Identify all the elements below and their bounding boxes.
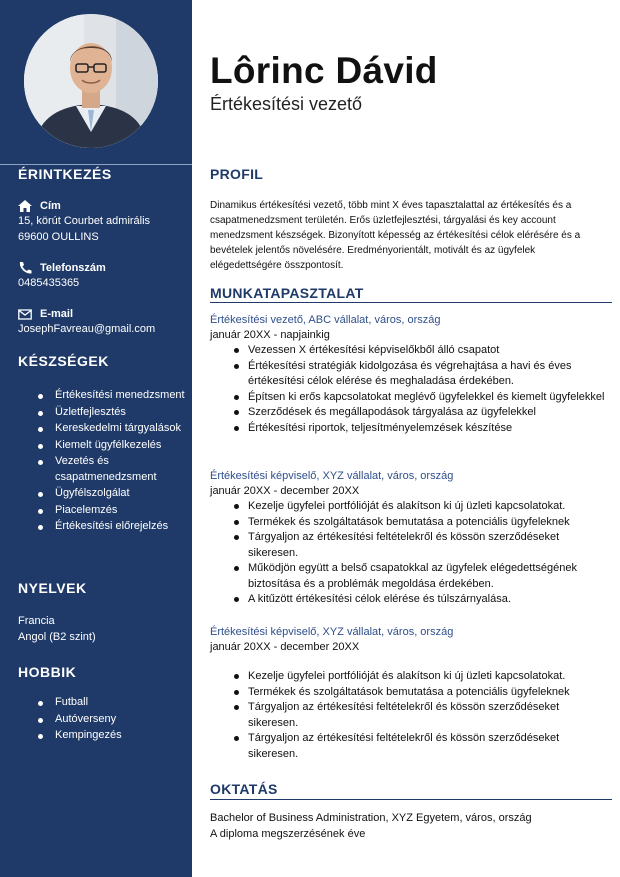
skill-item: Kiemelt ügyfélkezelés (36, 438, 186, 454)
skill-item: Értékesítési menedzsment (36, 388, 186, 404)
candidate-name: Lôrinc Dávid (210, 50, 438, 91)
address-label-text: Cím (40, 200, 61, 212)
education-heading: OKTATÁS (210, 781, 278, 797)
phone-label-text: Telefonszám (40, 262, 106, 274)
sidebar-divider (0, 164, 192, 165)
email-label-text: E-mail (40, 308, 74, 320)
job-bullet: A kitűzött értékesítési célok elérése és túlszárnyalása. (234, 592, 610, 608)
job-bullet: Értékesítési stratégiák kidolgozása és végrehajtása a havi és éves értékesítési célok elérése és meghaladása érdekében. (234, 359, 610, 390)
experience-rule (210, 302, 612, 303)
job-bullet: Termékek és szolgáltatások bemutatása a potenciális ügyfeleknek (234, 515, 610, 531)
email-value: JosephFavreau@gmail.com (18, 323, 156, 335)
experience-heading: MUNKATAPASZTALAT (210, 285, 364, 301)
job-entry (210, 625, 610, 762)
skills-heading: KÉSZSÉGEK (18, 353, 109, 369)
languages-heading: NYELVEK (18, 580, 87, 596)
hobby-item: Kempingezés (36, 728, 186, 744)
job-title: Értékesítési képviselő, XYZ vállalat, város, ország (210, 626, 454, 638)
hobbies-list (36, 695, 186, 745)
language-item: Francia (18, 615, 55, 627)
address-label (18, 200, 61, 212)
address-line-2: 69600 OULLINS (18, 231, 99, 243)
job-title: Értékesítési vezető, ABC vállalat, város, ország (210, 314, 441, 326)
skill-item: Vezetés és csapatmenedzsment (36, 454, 186, 485)
education-block (210, 810, 532, 842)
skill-item: Értékesítési előrejelzés (36, 519, 186, 535)
language-item: Angol (B2 szint) (18, 631, 96, 643)
profile-text: Dinamikus értékesítési vezető, több mint X éves tapasztalattal az értékesítés és a csapatmenedzsment területén. Erős üzletfejlesztési, tárgyalási és key account menedzsment készségek. Bizonyított képesség az értékesítési célok elérésére és a bevételek jelentős növelésére. Eredményorientált, motivált és az ügyfelek elégedettségére összpontosít. (210, 200, 581, 271)
job-date: január 20XX - december 20XX (210, 485, 360, 497)
job-bullet: Tárgyaljon az értékesítési feltételekről és kössön szerződéseket sikeresen. (234, 731, 610, 762)
education-note: A diploma megszerzésének éve (210, 828, 366, 840)
education-degree: Bachelor of Business Administration, XYZ Egyetem, város, ország (210, 812, 532, 824)
job-date: január 20XX - december 20XX (210, 641, 360, 653)
home-icon (18, 200, 32, 212)
job-entry (210, 469, 610, 608)
candidate-role: Értékesítési vezető (210, 94, 363, 114)
job-bullet: Tárgyaljon az értékesítési feltételekről és kössön szerződéseket sikeresen. (234, 530, 610, 561)
avatar (24, 14, 158, 148)
job-bullet: Tárgyaljon az értékesítési feltételekről és kössön szerződéseket sikeresen. (234, 700, 610, 731)
email-icon (18, 308, 32, 320)
job-bullet: Vezessen X értékesítési képviselőkből álló csapatot (234, 343, 610, 359)
profile-heading: PROFIL (210, 166, 264, 182)
phone-label (18, 262, 106, 274)
skill-item: Kereskedelmi tárgyalások (36, 421, 186, 437)
job-bullets (234, 499, 610, 608)
job-entry (210, 313, 610, 436)
hobby-item: Futball (36, 695, 186, 711)
portrait-image (24, 14, 158, 148)
job-bullet: Termékek és szolgáltatások bemutatása a potenciális ügyfeleknek (234, 685, 610, 701)
hobbies-heading: HOBBIK (18, 664, 77, 680)
job-bullet: Építsen ki erős kapcsolatokat meglévő ügyfelekkel és kiemelt ügyfelekkel (234, 390, 610, 406)
skill-item: Ügyfélszolgálat (36, 486, 186, 502)
job-bullet: Kezelje ügyfelei portfólióját és alakítson ki új üzleti kapcsolatokat. (234, 669, 610, 685)
email-label (18, 308, 73, 320)
job-bullets (234, 669, 610, 762)
phone-value: 0485435365 (18, 277, 80, 289)
job-bullets (234, 343, 610, 436)
job-bullet: Működjön együtt a belső csapatokkal az ügyfelek elégedettségének biztosítása és a problémák megoldása érdekében. (234, 561, 610, 592)
education-rule (210, 799, 612, 800)
job-bullet: Értékesítési riportok, teljesítményelemzések készítése (234, 421, 610, 437)
sidebar (0, 0, 192, 877)
skill-item: Üzletfejlesztés (36, 405, 186, 421)
contact-heading: ÉRINTKEZÉS (18, 166, 112, 182)
skills-list (36, 388, 186, 536)
skill-item: Piacelemzés (36, 503, 186, 519)
phone-icon (18, 262, 32, 274)
job-date: január 20XX - napjainkig (210, 329, 330, 341)
job-title: Értékesítési képviselő, XYZ vállalat, város, ország (210, 470, 454, 482)
job-bullet: Kezelje ügyfelei portfólióját és alakítson ki új üzleti kapcsolatokat. (234, 499, 610, 515)
hobby-item: Autóverseny (36, 712, 186, 728)
address-line-1: 15, körút Courbet admirális (18, 215, 151, 227)
job-bullet: Szerződések és megállapodások tárgyalása az ügyfelekkel (234, 405, 610, 421)
